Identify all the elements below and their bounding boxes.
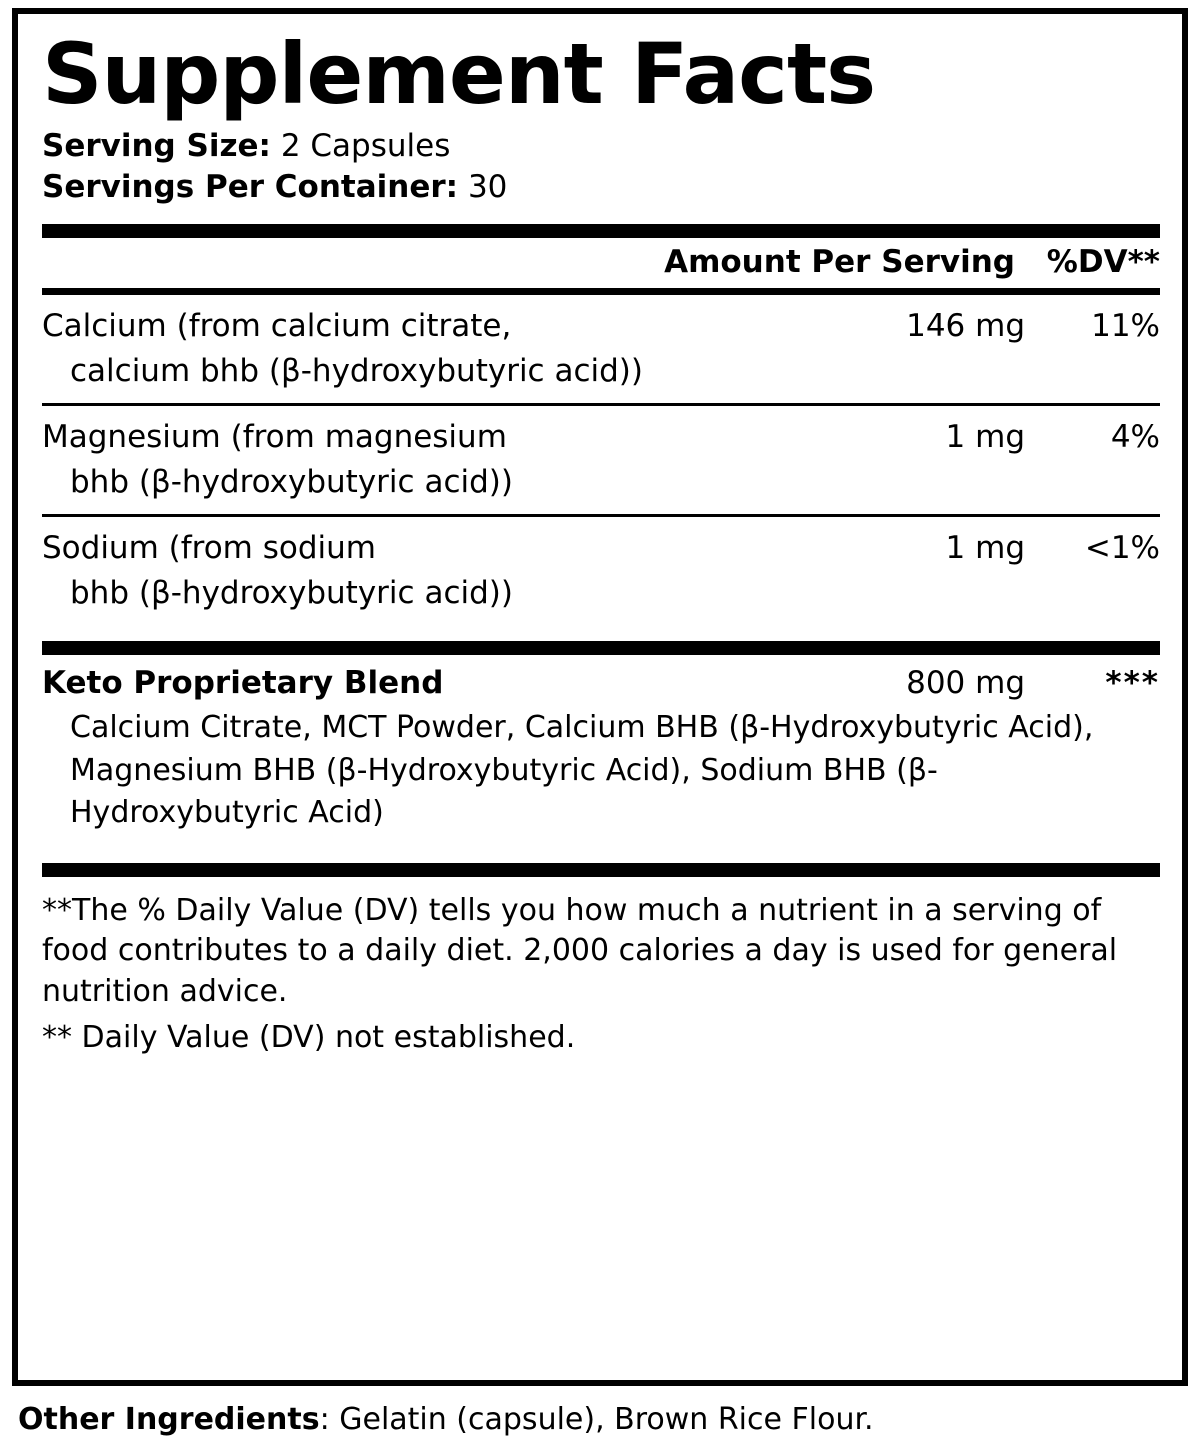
nutrient-name-line2: calcium bhb (β-hydroxybutyric acid)): [70, 353, 643, 390]
nutrient-amount: 1 mg: [945, 419, 1025, 456]
table-header-row: [42, 238, 1160, 288]
proprietary-blend-row: [42, 655, 1160, 703]
servings-per-container-label: Servings Per Container:: [42, 169, 459, 206]
nutrient-dv: <1%: [1084, 530, 1160, 567]
serving-size-value: 2 Capsules: [280, 128, 451, 164]
nutrient-name: [42, 415, 810, 505]
column-header-dv: %DV**: [1046, 244, 1160, 281]
servings-per-container-line: [42, 167, 1160, 208]
nutrient-amount: 146 mg: [906, 308, 1025, 345]
divider-thick-bottom: [42, 863, 1160, 877]
nutrient-dv: 11%: [1091, 308, 1160, 345]
nutrient-name: [42, 304, 810, 394]
other-ingredients: [18, 1400, 1188, 1439]
divider-thick-top: [42, 224, 1160, 238]
nutrient-amount: 1 mg: [945, 530, 1025, 567]
supplement-facts-panel: [12, 8, 1188, 1386]
nutrient-name-line1: Sodium (from sodium: [42, 530, 376, 567]
page-title: Supplement Facts: [42, 25, 876, 123]
nutrient-name-line2: bhb (β-hydroxybutyric acid)): [70, 575, 513, 612]
serving-size-line: [42, 126, 1160, 167]
divider-medium-header: [42, 288, 1160, 295]
nutrient-dv: 4%: [1110, 419, 1160, 456]
nutrient-name-line2: bhb (β-hydroxybutyric acid)): [70, 464, 513, 501]
servings-per-container-value: 30: [467, 169, 508, 206]
table-row: [42, 295, 1160, 403]
blend-amount: 800 mg: [906, 665, 1025, 702]
column-header-amount: Amount Per Serving: [664, 244, 1015, 281]
blend-name: Keto Proprietary Blend: [42, 665, 444, 702]
nutrient-name-line1: Magnesium (from magnesium: [42, 419, 507, 456]
table-row: [42, 517, 1160, 625]
nutrient-name: [42, 526, 810, 616]
daily-value-footnote: **The % Daily Value (DV) tells you how much a nutrient in a serving of food contributes to a daily diet. 2,000 calories a day is used for general nutrition advice.: [42, 892, 1118, 1009]
other-ingredients-value: : Gelatin (capsule), Brown Rice Flour.: [319, 1402, 874, 1437]
divider-thick-blend: [42, 641, 1160, 655]
serving-size-label: Serving Size:: [42, 128, 271, 164]
table-row: [42, 406, 1160, 514]
other-ingredients-label: Other Ingredients: [18, 1402, 320, 1437]
blend-dv: ***: [1105, 665, 1160, 702]
blend-ingredients: Calcium Citrate, MCT Powder, Calcium BHB (β-Hydroxybutyric Acid), Magnesium BHB (β-Hydroxybutyric Acid), Sodium BHB (β-Hydroxybutyric Acid): [70, 710, 1094, 831]
nutrient-name-line1: Calcium (from calcium citrate,: [42, 308, 512, 345]
dv-not-established-footnote: ** Daily Value (DV) not established.: [42, 1020, 576, 1056]
